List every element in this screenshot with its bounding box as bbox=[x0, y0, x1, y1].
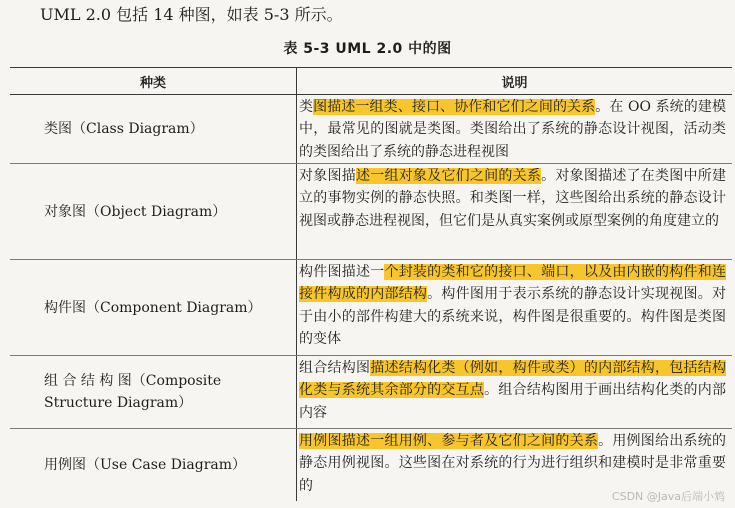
desc-pre: 组合结构图 bbox=[299, 360, 371, 376]
table-header bbox=[10, 68, 732, 95]
table-row bbox=[10, 356, 732, 429]
header-desc: 说明 bbox=[296, 68, 732, 94]
desc-post: 。在 OO 系统的建模中，最常见的图就是类图。类图给出了系统的静态设计视图，活动类的类图给出了系统的静态进程视图 bbox=[299, 99, 727, 160]
desc-post: 。组合结构图用于画出结构化类的内部内容 bbox=[299, 382, 727, 421]
desc-pre: 对象图描 bbox=[299, 168, 356, 184]
desc-post: 。用例图给出系统的静态用例视图。这些图在对系统的行为进行组织和建模时是非常重要的 bbox=[299, 433, 727, 494]
table-row bbox=[10, 260, 732, 356]
desc-post: 。构件图用于表示系统的静态设计实现视图。对于由小的部件构建大的系统来说，构件图是很重要的。构件图是类图的变体 bbox=[299, 286, 726, 348]
table-row bbox=[10, 164, 732, 260]
row-desc bbox=[296, 164, 732, 259]
desc-highlight: 描述结构化类（例如，构件或类）的内部结构，包括结构化类与系统其余部分的交互点 bbox=[299, 360, 727, 399]
desc-highlight: 用例图描述一组用例、参与者及它们之间的关系 bbox=[299, 433, 599, 449]
desc-highlight: 个封装的类和它的接口、端口，以及由内嵌的构件和连接件构成的内部结构 bbox=[299, 264, 727, 303]
row-name: 组 合 结 构 图（Composite Structure Diagram） bbox=[44, 373, 222, 411]
intro-text: UML 2.0 包括 14 种图，如表 5-3 所示。 bbox=[40, 5, 343, 24]
row-desc bbox=[296, 260, 732, 355]
desc-pre: 类 bbox=[299, 99, 314, 115]
row-desc bbox=[296, 356, 732, 428]
row-name: 构件图（Component Diagram） bbox=[44, 299, 262, 316]
row-name: 类图（Class Diagram） bbox=[44, 121, 204, 137]
desc-highlight: 述一组对象及它们之间的关系 bbox=[355, 168, 542, 184]
desc-pre: 构件图描述一 bbox=[299, 264, 385, 280]
row-name: 对象图（Object Diagram） bbox=[44, 203, 227, 220]
uml-diagram-table bbox=[10, 67, 732, 501]
desc-post: 。对象图描述了在类图中所建立的事物实例的静态快照。和类图一样，这些图给出系统的静态设计视图或静态进程视图，但它们是从真实案例或原型案例的角度建立的 bbox=[299, 168, 727, 229]
row-desc bbox=[296, 95, 732, 163]
csdn-watermark: CSDN @Java后端小鸩 bbox=[611, 490, 725, 503]
header-type: 种类 bbox=[139, 75, 166, 91]
row-name: 用例图（Use Case Diagram） bbox=[44, 457, 247, 473]
table-row bbox=[10, 95, 732, 164]
table-caption: 表 5-3 UML 2.0 中的图 bbox=[283, 41, 452, 57]
desc-highlight: 图描述一组类、接口、协作和它们之间的关系 bbox=[313, 99, 596, 115]
